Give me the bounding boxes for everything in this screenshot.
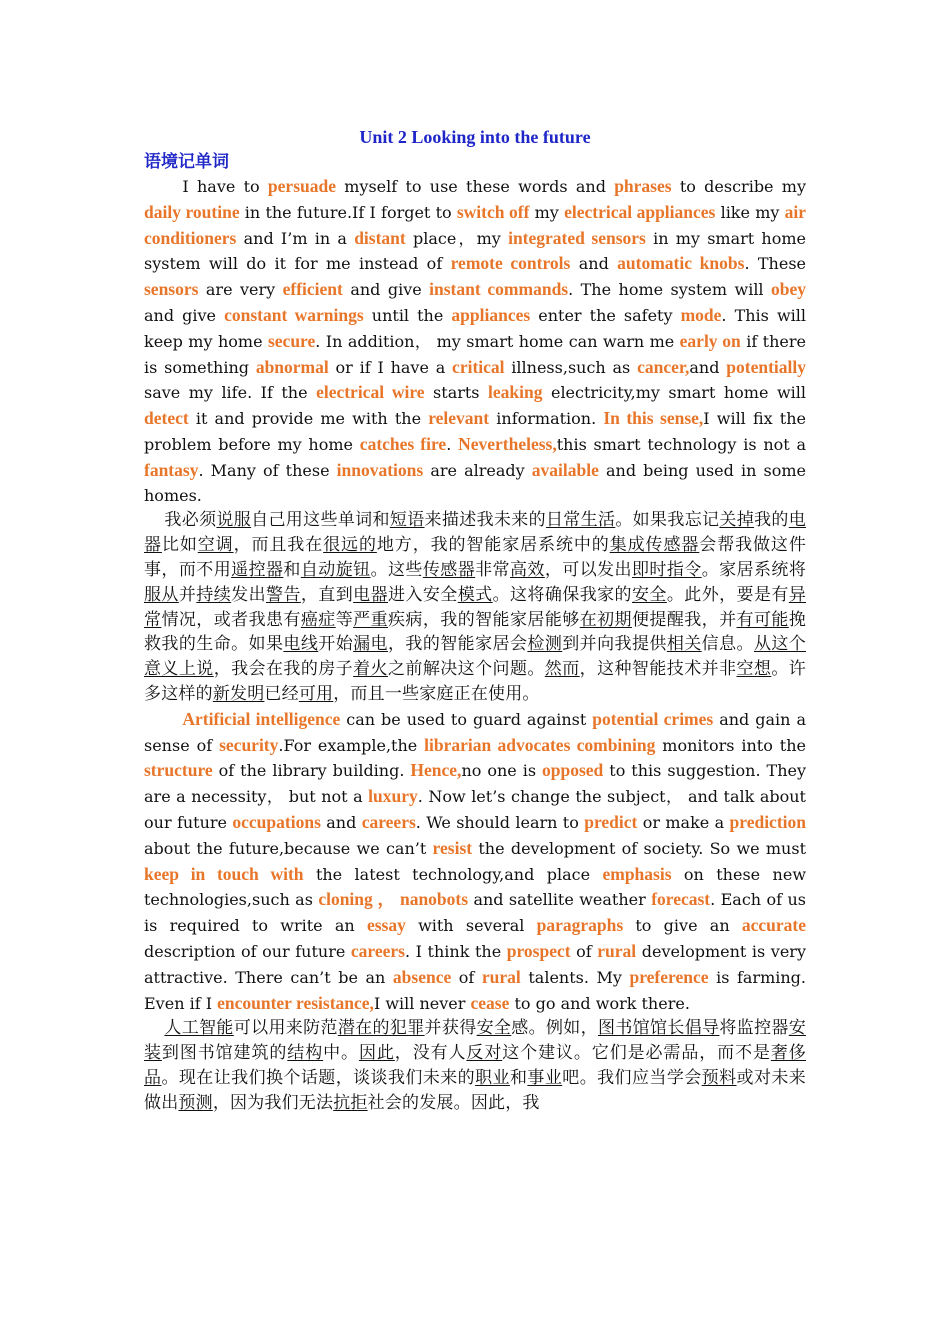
text-segment: 已经	[264, 683, 299, 704]
text-segment: ，因为我们无法	[212, 1092, 334, 1113]
text-segment: are very	[198, 280, 283, 300]
vocab-underline: 相关	[666, 634, 702, 655]
text-segment: 。此外，要是有	[666, 584, 789, 605]
text-segment: of the library building.	[212, 761, 411, 781]
vocab-underline: 在初期	[579, 609, 632, 630]
vocab-underline: 说服	[216, 510, 252, 531]
text-segment: this smart technology is not a	[556, 434, 807, 454]
text-segment: ，我会在我的房子	[213, 659, 354, 680]
vocab-highlight: resist	[432, 837, 473, 858]
text-segment: talents. My	[520, 967, 630, 987]
vocab-underline: 然而	[544, 659, 580, 680]
text-segment: 非常	[475, 559, 510, 580]
vocab-highlight: electrical appliances	[564, 201, 716, 222]
vocab-underline: 很远的	[323, 535, 377, 556]
text-segment: I will fix the problem before my home	[144, 409, 807, 454]
vocab-underline: 空想	[736, 659, 772, 680]
text-segment: 发出	[231, 584, 267, 605]
text-segment: to give an	[623, 916, 742, 936]
text-segment: 地方，我的智能家居系统中的	[376, 535, 610, 556]
text-segment: starts	[424, 383, 489, 403]
vocab-underline: 警告	[266, 584, 301, 605]
vocab-highlight: opposed	[542, 760, 604, 781]
vocab-highlight: careers	[361, 811, 416, 832]
text-segment: if there is something	[144, 331, 806, 377]
vocab-highlight: electrical wire	[316, 382, 425, 403]
text-segment: ，而且一些家庭正在使用。	[333, 683, 540, 704]
vocab-highlight: In this sense,	[603, 408, 704, 429]
text-segment: . The home system will	[568, 280, 771, 300]
vocab-highlight: emphasis	[602, 863, 672, 884]
text-segment: 和	[509, 1067, 528, 1088]
text-segment: 自己用这些单词和	[251, 510, 390, 531]
vocab-highlight: keep in touch with	[144, 863, 304, 884]
text-segment: ，没有人	[394, 1043, 467, 1064]
vocab-underline: 空调	[197, 535, 234, 556]
text-segment: ，我的智能家居会	[387, 634, 528, 655]
vocab-underline: 漏电	[353, 634, 388, 655]
vocab-highlight: encounter resistance,	[217, 992, 374, 1013]
vocab-highlight: early on	[679, 330, 741, 351]
text-segment: 之前解决这个问题。	[387, 659, 545, 680]
text-segment: 这个建议。它们是必需品，而不是	[502, 1043, 771, 1064]
text-segment: of	[451, 967, 482, 987]
vocab-highlight: remote controls	[450, 253, 571, 274]
text-segment: 开始	[318, 634, 354, 655]
vocab-highlight: daily routine	[144, 201, 240, 222]
text-segment: . These	[744, 254, 807, 274]
vocab-highlight: Artificial intelligence	[182, 708, 341, 729]
text-segment: 。家居系统将	[701, 559, 807, 580]
text-segment: monitors into the	[655, 735, 807, 755]
document-page	[144, 124, 806, 1115]
vocab-highlight: leaking	[488, 382, 543, 403]
text-segment: 社会的发展。因此，我	[367, 1092, 540, 1113]
section-heading: 语境记单词	[144, 152, 229, 172]
text-segment: or make a	[637, 812, 730, 832]
vocab-underline: 短语	[389, 510, 425, 531]
text-segment: and satellite weather	[468, 890, 652, 910]
vocab-underline: 自动旋钮	[300, 559, 371, 580]
vocab-underline: 从这个意义上说	[144, 634, 807, 680]
vocab-underline: 人工智能	[164, 1018, 234, 1039]
vocab-highlight: rural	[597, 940, 637, 961]
vocab-highlight: instant commands	[429, 279, 569, 300]
text-segment: 便提醒我，并	[631, 609, 737, 630]
vocab-highlight: obey	[770, 279, 806, 300]
text-segment: 将监控器	[719, 1018, 789, 1039]
text-segment: like my	[715, 202, 785, 222]
text-segment: 并	[178, 584, 197, 605]
vocab-highlight: abnormal	[255, 356, 329, 377]
vocab-underline: 可用	[298, 683, 334, 704]
text-segment: 情况，或者我患有	[161, 609, 301, 630]
vocab-underline: 事业	[527, 1067, 563, 1088]
vocab-highlight: prospect	[506, 940, 571, 961]
text-segment: illness,such as	[504, 357, 638, 377]
vocab-underline: 预料	[701, 1067, 737, 1088]
vocab-underline: 异常	[144, 584, 807, 630]
vocab-highlight: air conditioners	[144, 201, 807, 248]
text-segment: and	[689, 357, 727, 377]
vocab-highlight: switch off	[456, 201, 530, 222]
text-segment: is farming. Even if I	[144, 967, 807, 1013]
vocab-underline: 癌症	[300, 609, 336, 630]
text-segment: 进入安全	[388, 584, 458, 605]
vocab-underline: 服从	[144, 584, 179, 605]
vocab-underline: 新发明	[212, 683, 265, 704]
text-segment: . Now let’s change the subject， and talk about our future	[144, 787, 806, 832]
text-segment: and being used in some homes.	[144, 460, 806, 505]
english-passage-2	[144, 707, 806, 1017]
text-segment: and	[320, 812, 362, 832]
text-segment: .For example,the	[278, 735, 425, 755]
text-segment: 并获得	[424, 1018, 477, 1039]
text-segment: 可以用来防范	[233, 1018, 338, 1039]
text-segment: . This will keep my home	[144, 305, 806, 351]
vocab-highlight: forecast	[651, 889, 711, 910]
text-segment: or if I have a	[328, 357, 453, 377]
text-segment: 等	[335, 609, 354, 630]
vocab-highlight: cloning ， nanobots	[318, 889, 469, 910]
vocab-highlight: potential crimes	[592, 708, 714, 729]
vocab-highlight: efficient	[282, 279, 343, 300]
vocab-underline: 电器	[144, 510, 806, 556]
text-segment: ，可以发出	[544, 559, 632, 580]
vocab-highlight: distant	[354, 227, 406, 248]
vocab-highlight: security	[219, 734, 279, 755]
text-segment: on these new technologies,such as	[144, 864, 807, 910]
vocab-highlight: catches fire	[359, 433, 447, 454]
vocab-underline: 日常生活	[545, 510, 616, 531]
text-segment: 比如	[161, 535, 198, 556]
vocab-underline: 即时指令	[631, 559, 702, 580]
text-segment: and	[570, 254, 618, 274]
vocab-underline: 着火	[353, 659, 388, 680]
text-segment: until the	[363, 305, 452, 325]
vocab-underline: 传感器	[422, 559, 476, 580]
vocab-highlight: appliances	[451, 304, 531, 325]
text-segment: 我必须	[164, 510, 217, 531]
vocab-highlight: absence	[392, 966, 452, 987]
text-segment: of	[570, 941, 598, 961]
vocab-underline: 检测	[527, 634, 563, 655]
vocab-highlight: secure	[267, 330, 316, 351]
text-segment: are already	[423, 460, 532, 480]
text-segment: 到图书馆建筑的	[161, 1043, 288, 1064]
vocab-underline: 抗拒	[333, 1092, 368, 1113]
text-segment: 。现在让我们换个话题，谈谈我们未来的	[161, 1067, 476, 1088]
text-segment: I will never	[373, 993, 471, 1013]
text-segment: to this suggestion. They are a necessity， but not a	[144, 761, 807, 807]
vocab-highlight: prediction	[729, 811, 807, 832]
vocab-highlight: accurate	[741, 915, 807, 936]
text-segment: and give	[144, 305, 225, 325]
vocab-highlight: sensors	[144, 279, 199, 300]
text-segment: it and provide me with the	[188, 409, 429, 429]
text-segment: . In addition， my smart home can warn me	[315, 331, 680, 351]
vocab-highlight: relevant	[428, 408, 490, 429]
vocab-underline: 结构	[287, 1043, 324, 1064]
vocab-highlight: fantasy	[144, 459, 199, 480]
text-segment: . Each of us is required to write an	[144, 890, 806, 936]
vocab-highlight: cease	[470, 992, 510, 1013]
vocab-underline: 安装	[144, 1018, 806, 1064]
chinese-translation-1	[144, 508, 806, 706]
text-segment: . Many of these	[198, 460, 337, 480]
vocab-highlight: Hence,	[410, 760, 462, 781]
text-segment: 疾病，我的智能家居能够	[388, 609, 580, 630]
text-segment: 吧。我们应当学会	[562, 1067, 702, 1088]
text-segment: 我的	[754, 510, 789, 531]
vocab-highlight: automatic knobs	[617, 253, 745, 274]
text-segment: 。许多这样的	[144, 659, 806, 704]
vocab-underline: 反对	[466, 1043, 503, 1064]
vocab-underline: 遥控器	[231, 559, 284, 580]
vocab-highlight: careers	[350, 940, 405, 961]
text-segment: about the future,because we can’t	[144, 838, 433, 858]
vocab-highlight: librarian advocates combining	[424, 734, 656, 755]
text-segment: 。这些	[370, 559, 423, 580]
vocab-underline: 图书馆馆长倡导	[597, 1018, 720, 1039]
vocab-highlight: Nevertheless,	[458, 433, 557, 454]
text-segment: the development of society. So we must	[472, 838, 807, 858]
vocab-highlight: essay	[366, 915, 406, 936]
text-segment: 会帮我做这件事，而不用	[144, 535, 807, 580]
text-segment: information.	[489, 409, 604, 429]
english-passage-1	[144, 174, 806, 508]
vocab-underline: 预测	[178, 1092, 213, 1113]
vocab-underline: 严重	[353, 609, 388, 630]
text-segment: 到并向我提供	[562, 634, 667, 655]
vocab-underline: 有可能	[736, 609, 789, 630]
text-segment: description of our future	[144, 941, 351, 961]
text-segment: 。如果我忘记	[615, 510, 720, 531]
vocab-highlight: preference	[629, 966, 709, 987]
vocab-underline: 安全	[631, 584, 667, 605]
text-segment: and give	[342, 280, 430, 300]
vocab-highlight: persuade	[267, 176, 336, 196]
text-segment: save my life. If the	[144, 383, 317, 403]
text-segment: the latest technology,and place	[303, 864, 603, 884]
text-segment: can be used to guard against	[340, 709, 593, 729]
vocab-underline: 电器	[353, 584, 389, 605]
vocab-highlight: available	[531, 459, 599, 480]
text-segment: my	[529, 202, 565, 222]
text-segment: in my smart home system will do it for me instead of	[144, 228, 807, 274]
vocab-highlight: occupations	[232, 811, 321, 832]
text-segment: 挽救我的生命。如果	[144, 609, 807, 655]
text-segment: 中。	[323, 1043, 359, 1064]
text-segment: 来描述我未来的	[424, 510, 546, 531]
text-segment: electricity,my smart home will	[542, 383, 806, 403]
vocab-highlight: paragraphs	[536, 915, 624, 936]
text-segment: with several	[405, 916, 537, 936]
vocab-highlight: mode	[680, 304, 722, 325]
vocab-underline: 电线	[283, 634, 319, 655]
text-segment: 和	[283, 559, 301, 580]
vocab-highlight: structure	[144, 760, 213, 781]
vocab-underline: 模式	[457, 584, 493, 605]
vocab-highlight: rural	[481, 966, 521, 987]
text-segment: 感。例如，	[511, 1018, 598, 1039]
vocab-highlight: phrases	[614, 176, 672, 196]
text-segment: ，这种智能技术并非	[579, 659, 737, 680]
vocab-highlight: innovations	[336, 459, 424, 480]
vocab-highlight: detect	[144, 408, 189, 429]
text-segment: place，my	[405, 228, 509, 248]
text-segment: 或对未来做出	[144, 1067, 807, 1113]
vocab-highlight: potentially	[726, 356, 807, 377]
text-segment: development is very attractive. There can’t be an	[144, 941, 806, 987]
text-segment: myself to use these words and	[335, 177, 615, 196]
vocab-underline: 奢侈品	[144, 1043, 807, 1088]
vocab-highlight: integrated sensors	[508, 227, 646, 248]
text-segment: . I think the	[404, 941, 507, 961]
text-segment: to describe my	[671, 177, 806, 196]
vocab-highlight: critical	[452, 356, 505, 377]
vocab-underline: 关掉	[719, 510, 755, 531]
text-segment: and gain a sense of	[144, 709, 806, 755]
text-segment: ，直到	[300, 584, 354, 605]
text-segment: . We should learn to	[415, 812, 585, 832]
text-segment: enter the safety	[530, 305, 681, 325]
text-segment: 。这将确保我家的	[492, 584, 632, 605]
vocab-underline: 安全	[476, 1018, 512, 1039]
chinese-translation-2	[144, 1016, 806, 1115]
vocab-highlight: constant warnings	[224, 304, 364, 325]
text-segment: and I’m in a	[236, 228, 355, 248]
text-segment: to go and work there.	[509, 993, 690, 1013]
text-segment: ，而且我在	[233, 535, 324, 556]
vocab-highlight: cancer,	[637, 356, 690, 377]
text-segment: no one is	[461, 761, 543, 781]
vocab-underline: 因此	[358, 1043, 395, 1064]
vocab-underline: 职业	[475, 1067, 510, 1088]
unit-title: Unit 2 Looking into the future	[359, 127, 591, 147]
text-segment: in the future.If I forget to	[239, 202, 457, 222]
vocab-underline: 潜在的犯罪	[337, 1018, 425, 1039]
text-segment: I have to	[182, 177, 268, 196]
vocab-underline: 集成传感器	[609, 535, 700, 556]
text-segment: .	[446, 434, 459, 454]
vocab-highlight: predict	[584, 811, 638, 832]
vocab-underline: 高效	[509, 559, 545, 580]
vocab-highlight: luxury	[368, 786, 418, 807]
text-segment: 信息。	[701, 634, 754, 655]
vocab-underline: 持续	[196, 584, 232, 605]
